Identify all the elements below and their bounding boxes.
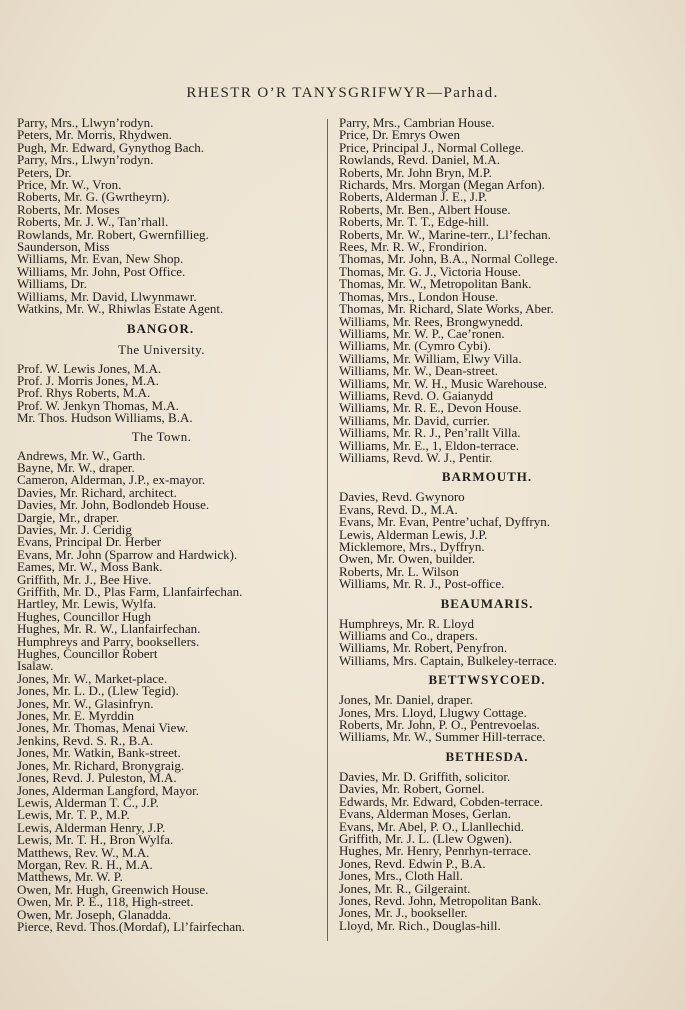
subscriber-entry: Roberts, Mr. G. (Gwrtheyrn). bbox=[17, 189, 170, 205]
subscriber-entry: Davies, Mr. J. Ceridig bbox=[17, 521, 132, 537]
bangor-heading: BANGOR. bbox=[126, 320, 195, 336]
subscriber-entry: Humphreys, Mr. R. Lloyd bbox=[339, 615, 475, 631]
bettwsycoed-heading: BETTWSYCOED. bbox=[428, 672, 546, 688]
subscriber-entry: Roberts, Mr. W., Marine-terr., Ll’fechan. bbox=[339, 226, 551, 242]
subscriber-entry: Price, Principal J., Normal College. bbox=[339, 139, 524, 155]
left-column bbox=[17, 117, 322, 933]
subscriber-entry: Roberts, Mr. J. W., Tan’rhall. bbox=[17, 214, 169, 230]
subscriber-entry: Williams, Mr. R. J., Pen’rallt Villa. bbox=[339, 425, 521, 441]
subscriber-entry: Roberts, Mr. T. T., Edge-hill. bbox=[339, 214, 489, 230]
subscriber-entry: Williams, Mr. (Cymro Cybi). bbox=[339, 338, 491, 354]
subscriber-entry: Isalaw. bbox=[17, 658, 54, 674]
subscriber-entry: Rees, Mr. R. W., Frondirion. bbox=[339, 239, 488, 255]
subscriber-entry: Matthews, Rev. W., M.A. bbox=[17, 844, 150, 860]
subscriber-entry: Peters, Dr. bbox=[17, 164, 72, 180]
subscriber-entry: Lewis, Alderman Henry, J.P. bbox=[17, 819, 166, 835]
subscriber-entry: Griffith, Mr. D., Plas Farm, Llanfairfechan. bbox=[17, 584, 243, 599]
subscriber-entry: Prof. W. Jenkyn Thomas, M.A. bbox=[17, 397, 179, 413]
subscriber-entry: Prof. W. Lewis Jones, M.A. bbox=[17, 360, 162, 376]
column-divider bbox=[327, 119, 328, 941]
right-column bbox=[339, 117, 659, 932]
beaumaris-list bbox=[339, 615, 659, 668]
bettwsycoed-list bbox=[339, 694, 659, 744]
subscriber-entry: Richards, Mrs. Morgan (Megan Arfon). bbox=[339, 177, 545, 193]
subscriber-entry: Morgan, Rev. R. H., M.A. bbox=[17, 856, 153, 872]
subscriber-entry: Price, Dr. Emrys Owen bbox=[339, 127, 460, 143]
subscriber-entry: Jones, Mrs. Lloyd, Llugwy Cottage. bbox=[339, 704, 527, 720]
subscriber-entry: Davies, Mr. D. Griffith, solicitor. bbox=[339, 768, 511, 784]
subscriber-entry: Owen, Mr. Joseph, Glanadda. bbox=[17, 906, 172, 922]
subscriber-entry: Hartley, Mr. Lewis, Wylfa. bbox=[17, 596, 157, 612]
subscriber-entry: Hughes, Councillor Robert bbox=[17, 646, 158, 662]
subscriber-entry: Hughes, Mr. Henry, Penrhyn-terrace. bbox=[339, 843, 532, 859]
subscriber-entry: Owen, Mr. Owen, builder. bbox=[339, 551, 476, 567]
subscriber-entry: Thomas, Mr. Richard, Slate Works, Aber. bbox=[339, 301, 554, 317]
subscriber-entry: Williams, Mr. David, currier. bbox=[339, 412, 490, 428]
subscriber-entry: Roberts, Mr. Ben., Albert House. bbox=[339, 201, 511, 217]
subscriber-entry: Parry, Mrs., Llwyn’rodyn. bbox=[17, 152, 154, 168]
subscriber-entry: Davies, Mr. John, Bodlondeb House. bbox=[17, 497, 210, 513]
subscriber-entry: Evans, Mr. Evan, Pentre’uchaf, Dyffryn. bbox=[339, 514, 550, 530]
subscriber-entry: Hughes, Councillor Hugh bbox=[17, 608, 151, 624]
subscriber-entry: Parry, Mrs., Cambrian House. bbox=[339, 115, 495, 130]
subscriber-entry: Jones, Alderman Langford, Mayor. bbox=[17, 782, 199, 798]
subscriber-entry: Rowlands, Revd. Daniel, M.A. bbox=[339, 152, 501, 168]
subscriber-entry: Saunderson, Miss bbox=[17, 239, 110, 255]
subscriber-entry: Edwards, Mr. Edward, Cobden-terrace. bbox=[339, 793, 543, 809]
subscriber-entry: Jones, Revd. John, Metropolitan Bank. bbox=[339, 892, 542, 908]
page-title: RHESTR O’R TANYSGRIFWYR—Parhad. bbox=[186, 85, 499, 101]
subscriber-entry: Williams, Dr. bbox=[17, 276, 87, 292]
subscriber-entry: Peters, Mr. Morris, Rhydwen. bbox=[17, 127, 172, 143]
subscriber-entry: Watkins, Mr. W., Rhiwlas Estate Agent. bbox=[17, 301, 224, 317]
subscriber-entry: Davies, Mr. Robert, Gornel. bbox=[339, 781, 485, 797]
subscriber-entry: Jones, Revd. J. Puleston, M.A. bbox=[17, 770, 177, 786]
subscriber-entry: Owen, Mr. Hugh, Greenwich House. bbox=[17, 881, 209, 897]
subscriber-entry: Jones, Mr. Richard, Bronygraig. bbox=[17, 757, 185, 773]
subscriber-entry: Griffith, Mr. J. L. (Llew Ogwen). bbox=[339, 830, 513, 846]
subscriber-entry: Evans, Mr. John (Sparrow and Hardwick). bbox=[17, 546, 238, 562]
barmouth-list bbox=[339, 491, 659, 590]
subscriber-entry: Matthews, Mr. W. P. bbox=[17, 869, 123, 885]
subscriber-entry: Williams, Mr. W., Dean-street. bbox=[339, 363, 499, 379]
subscriber-entry: Evans, Alderman Moses, Gerlan. bbox=[339, 806, 511, 822]
subscriber-entry: Price, Mr. W., Vron. bbox=[17, 177, 122, 193]
subscriber-entry: Hughes, Mr. R. W., Llanfairfechan. bbox=[17, 621, 201, 637]
university-list bbox=[17, 360, 322, 426]
left-top-list bbox=[17, 117, 322, 316]
subscriber-entry: Williams, Mr. R. J., Post-office. bbox=[339, 576, 505, 592]
bethesda-list bbox=[339, 768, 659, 933]
subscriber-entry: Pugh, Mr. Edward, Gynythog Bach. bbox=[17, 139, 205, 155]
subscriber-entry: Williams, Mrs. Captain, Bulkeley-terrace. bbox=[339, 652, 557, 668]
subscriber-entry: Williams and Co., drapers. bbox=[339, 628, 478, 644]
subscriber-entry: Lewis, Alderman T. C., J.P. bbox=[17, 794, 159, 810]
bethesda-heading: BETHESDA. bbox=[445, 748, 529, 764]
university-subheading: The University. bbox=[118, 341, 205, 357]
subscriber-entry: Prof. J. Morris Jones, M.A. bbox=[17, 372, 159, 388]
subscriber-entry: Jones, Mrs., Cloth Hall. bbox=[339, 868, 463, 884]
subscriber-entry: Williams, Revd. W. J., Pentir. bbox=[339, 449, 493, 465]
subscriber-entry: Bayne, Mr. W., draper. bbox=[17, 459, 135, 475]
subscriber-entry: Williams, Mr. Evan, New Shop. bbox=[17, 251, 184, 267]
subscriber-entry: Williams, Mr. William, Elwy Villa. bbox=[339, 350, 522, 366]
town-subheading: The Town. bbox=[131, 428, 192, 444]
subscriber-entry: Dargie, Mr., draper. bbox=[17, 509, 120, 525]
subscriber-entry: Rowlands, Mr. Robert, Gwernfillieg. bbox=[17, 226, 209, 242]
subscriber-entry: Prof. Rhys Roberts, M.A. bbox=[17, 385, 151, 401]
subscriber-entry: Parry, Mrs., Llwyn’rodyn. bbox=[17, 115, 154, 130]
subscriber-entry: Roberts, Mr. John Bryn, M.P. bbox=[339, 164, 492, 180]
subscriber-entry: Mr. Thos. Hudson Williams, B.A. bbox=[17, 410, 193, 426]
town-list bbox=[17, 447, 322, 934]
subscriber-entry: Evans, Mr. Abel, P. O., Llanllechid. bbox=[339, 818, 524, 834]
subscriber-entry: Eames, Mr. W., Moss Bank. bbox=[17, 559, 163, 575]
subscriber-entry: Roberts, Alderman J. E., J.P. bbox=[339, 189, 488, 205]
subscriber-entry: Jones, Mr. W., Glasinfryn. bbox=[17, 695, 154, 711]
subscriber-entry: Williams, Mr. John, Post Office. bbox=[17, 263, 186, 279]
beaumaris-heading: BEAUMARIS. bbox=[440, 595, 534, 611]
subscriber-entry: Roberts, Mr. John, P. O., Pentrevoelas. bbox=[339, 717, 540, 733]
subscriber-entry: Roberts, Mr. Moses bbox=[17, 201, 120, 217]
subscriber-entry: Jones, Revd. Edwin P., B.A. bbox=[339, 855, 486, 871]
subscriber-entry: Roberts, Mr. L. Wilson bbox=[339, 563, 459, 579]
subscriber-entry: Humphreys and Parry, booksellers. bbox=[17, 633, 200, 649]
subscriber-entry: Thomas, Mr. W., Metropolitan Bank. bbox=[339, 276, 532, 292]
barmouth-heading: BARMOUTH. bbox=[441, 469, 533, 485]
subscriber-entry: Evans, Revd. D., M.A. bbox=[339, 501, 458, 517]
subscriber-entry: Jones, Mr. Watkin, Bank-street. bbox=[17, 745, 181, 761]
subscriber-entry: Williams, Mr. E., 1, Eldon-terrace. bbox=[339, 437, 519, 453]
subscriber-entry: Williams, Mr. Robert, Penyfron. bbox=[339, 640, 508, 656]
right-top-list bbox=[339, 117, 659, 464]
subscriber-entry: Lewis, Mr. T. H., Bron Wylfa. bbox=[17, 832, 174, 848]
subscriber-entry: Jones, Mr. R., Gilgeraint. bbox=[339, 880, 471, 896]
subscriber-entry: Williams, Mr. Rees, Brongwynedd. bbox=[339, 313, 523, 329]
subscriber-entry: Jones, Mr. L. D., (Llew Tegid). bbox=[17, 683, 179, 699]
subscriber-entry: Griffith, Mr. J., Bee Hive. bbox=[17, 571, 152, 587]
subscriber-entry: Williams, Mr. W., Summer Hill-terrace. bbox=[339, 729, 546, 745]
subscriber-entry: Cameron, Alderman, J.P., ex-mayor. bbox=[17, 472, 206, 488]
subscriber-entry: Lewis, Alderman Lewis, J.P. bbox=[339, 526, 488, 542]
subscriber-entry: Owen, Mr. P. E., 118, High-street. bbox=[17, 894, 194, 910]
subscriber-entry: Jones, Mr. J., bookseller. bbox=[339, 905, 468, 921]
subscriber-entry: Davies, Mr. Richard, architect. bbox=[17, 484, 177, 500]
subscriber-entry: Thomas, Mrs., London House. bbox=[339, 288, 499, 304]
subscriber-entry: Jones, Mr. W., Market-place. bbox=[17, 670, 168, 686]
subscriber-entry: Williams, Mr. R. E., Devon House. bbox=[339, 400, 522, 416]
subscriber-entry: Davies, Revd. Gwynoro bbox=[339, 489, 465, 505]
subscriber-entry: Pierce, Revd. Thos.(Mordaf), Ll’fairfechan. bbox=[17, 918, 245, 934]
subscriber-entry: Williams, Mr. W. H., Music Warehouse. bbox=[339, 375, 547, 391]
subscriber-entry: Jones, Mr. E. Myrddin bbox=[17, 708, 134, 724]
subscriber-entry: Lloyd, Mr. Rich., Douglas-hill. bbox=[339, 917, 501, 933]
subscriber-entry: Thomas, Mr. John, B.A., Normal College. bbox=[339, 251, 558, 267]
subscriber-entry: Jones, Mr. Thomas, Menai View. bbox=[17, 720, 189, 736]
subscriber-entry: Jones, Mr. Daniel, draper. bbox=[339, 692, 473, 708]
subscriber-entry: Jenkins, Revd. S. R., B.A. bbox=[17, 732, 154, 748]
subscriber-entry: Micklemore, Mrs., Dyffryn. bbox=[339, 539, 485, 554]
subscriber-entry: Williams, Revd. O. Gaianydd bbox=[339, 387, 494, 403]
subscriber-entry: Thomas, Mr. G. J., Victoria House. bbox=[339, 263, 522, 279]
subscriber-entry: Lewis, Mr. T. P., M.P. bbox=[17, 807, 130, 823]
subscriber-entry: Williams, Mr. David, Llwynmawr. bbox=[17, 288, 197, 304]
subscriber-entry: Williams, Mr. W. P., Cae’ronen. bbox=[339, 325, 505, 341]
subscriber-entry: Evans, Principal Dr. Herber bbox=[17, 534, 162, 550]
subscriber-entry: Andrews, Mr. W., Garth. bbox=[17, 447, 146, 463]
